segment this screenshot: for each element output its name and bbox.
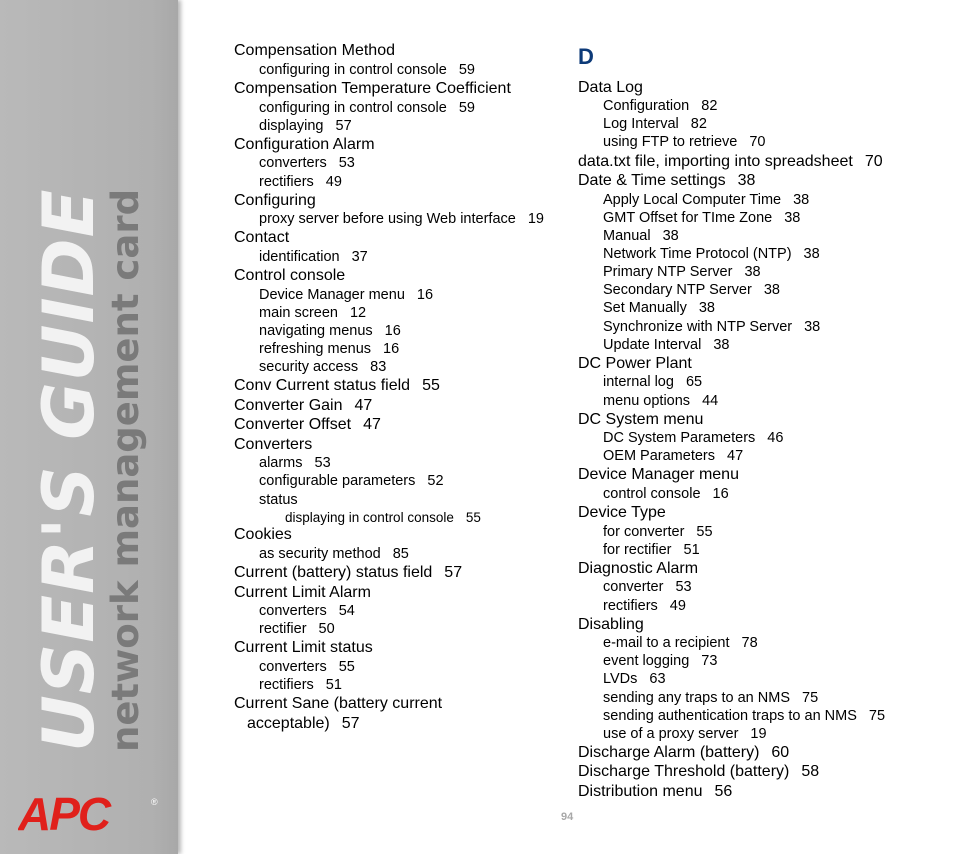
index-entry-text: proxy server before using Web interface	[259, 211, 516, 227]
index-entry-page: 75	[868, 708, 886, 724]
index-entry	[603, 654, 717, 669]
guide-title: USER'S GUIDE	[28, 188, 110, 752]
index-entry	[259, 156, 355, 171]
index-entry	[259, 212, 544, 227]
index-entry	[578, 467, 739, 483]
apc-logo-text: APC	[18, 792, 110, 836]
index-entry	[259, 678, 342, 693]
index-entry-text: as security method	[259, 546, 381, 562]
index-entry-text: Configuration Alarm	[234, 136, 375, 153]
index-entry-page: 52	[427, 473, 444, 489]
index-entry	[578, 764, 819, 780]
index-entry	[259, 324, 401, 339]
index-entry	[603, 543, 700, 558]
index-entry	[603, 636, 758, 651]
index-entry-page: 73	[701, 653, 718, 669]
index-entry-text: Discharge Threshold (battery)	[578, 763, 790, 780]
index-entry-page: 56	[714, 783, 733, 800]
index-entry-page: 16	[383, 341, 400, 357]
index-entry	[259, 306, 366, 321]
index-entry-text: control console	[603, 486, 701, 502]
index-entry	[259, 456, 331, 471]
index-entry	[603, 283, 780, 298]
index-entry-text: Synchronize with NTP Server	[603, 319, 793, 335]
index-entry	[234, 268, 345, 284]
index-entry-text: rectifiers	[603, 598, 658, 614]
index-entry-text: configuring in control console	[259, 100, 447, 116]
index-entry	[234, 696, 442, 712]
index-entry-text: Compensation Temperature Coefficient	[234, 80, 511, 97]
index-entry	[603, 211, 800, 226]
index-entry-text: GMT Offset for TIme Zone	[603, 210, 773, 226]
index-entry-page: 38	[737, 172, 756, 189]
index-entry-text: Apply Local Computer Time	[603, 192, 782, 208]
index-entry	[578, 154, 883, 170]
index-entry	[603, 229, 679, 244]
index-entry-text: use of a proxy server	[603, 726, 739, 742]
index-entry-page: 46	[767, 430, 784, 446]
index-entry-text: configurable parameters	[259, 473, 416, 489]
index-entry	[285, 511, 481, 525]
index-entry-text: Current Limit status	[234, 639, 373, 656]
index-entry-page: 38	[784, 210, 801, 226]
index-entry-text: rectifiers	[259, 174, 314, 190]
index-entry-text: for converter	[603, 524, 685, 540]
index-entry-page: 55	[422, 377, 440, 394]
index-entry	[234, 398, 372, 414]
index-entry	[603, 99, 717, 114]
index-entry	[234, 565, 462, 581]
index-entry	[603, 338, 729, 353]
apc-logo	[18, 792, 158, 836]
index-entry	[603, 394, 718, 409]
index-entry	[234, 43, 395, 59]
index-entry	[578, 745, 789, 761]
index-entry-text: converters	[259, 659, 327, 675]
index-entry	[259, 175, 342, 190]
index-entry-page: 59	[458, 100, 475, 116]
index-entry	[234, 585, 371, 601]
index-entry-text: for rectifier	[603, 542, 672, 558]
index-entry	[603, 265, 761, 280]
index-entry	[234, 378, 440, 394]
index-entry	[234, 437, 312, 453]
index-entry-text: identification	[259, 249, 340, 265]
index-entry-text: Converters	[234, 436, 313, 453]
index-entry	[259, 288, 433, 303]
index-entry-page: 58	[801, 763, 820, 780]
index-entry-text: Data Log	[578, 79, 643, 96]
index-entry-page: 57	[341, 715, 360, 732]
index-entry-page: 16	[384, 323, 401, 339]
index-entry-text: Secondary NTP Server	[603, 282, 752, 298]
index-entry-page: 55	[696, 524, 713, 540]
index-entry-page: 16	[416, 287, 434, 303]
index-entry-page: 38	[793, 192, 810, 208]
index-entry-page: 19	[750, 726, 767, 742]
index-entry-page: 37	[351, 249, 368, 265]
index-entry-page: 82	[690, 116, 707, 132]
index-entry-text: Configuration	[603, 98, 690, 114]
index-entry	[603, 599, 686, 614]
index-entry-page: 49	[325, 174, 342, 190]
index-entry-page: 38	[713, 337, 730, 353]
index-entry-text: Converter Offset	[234, 416, 352, 433]
index-entry-page: 55	[465, 510, 481, 525]
index-entry-text: LVDs	[603, 671, 638, 687]
sidebar	[0, 0, 178, 854]
index-entry-text: alarms	[259, 455, 303, 471]
index-entry-text: Current Sane (battery current	[234, 695, 443, 712]
index-entry	[234, 417, 381, 433]
index-entry	[259, 474, 444, 489]
index-entry-text: sending any traps to an NMS	[603, 690, 790, 706]
index-entry-text: Device Manager menu	[259, 287, 405, 303]
index-entry	[603, 727, 767, 742]
index-entry	[234, 137, 375, 153]
index-entry-text: DC Power Plant	[578, 355, 692, 372]
index-entry	[259, 660, 355, 675]
index-entry-page: 75	[802, 690, 819, 706]
index-entry-text: Update Interval	[603, 337, 702, 353]
index-entry	[234, 230, 289, 246]
index-entry-page: 63	[649, 671, 666, 687]
index-entry-page: 85	[392, 546, 409, 562]
index-entry-page: 44	[702, 393, 719, 409]
index-entry-text: Converter Gain	[234, 397, 343, 414]
index-entry	[578, 784, 732, 800]
index-entry-text: refreshing menus	[259, 341, 372, 357]
index-entry-text: Cookies	[234, 526, 292, 543]
section-letter: D	[578, 44, 594, 69]
index-entry-page: 12	[349, 305, 367, 321]
index-entry	[234, 193, 316, 209]
index-entry-page: 49	[669, 598, 686, 614]
index-entry-page: 54	[338, 603, 355, 619]
index-entry-page: 19	[527, 211, 544, 227]
index-entry-text: data.txt file, importing into spreadsheet	[578, 153, 853, 170]
index-entry-text: Date & Time settings	[578, 172, 726, 189]
index-entry-text: Device Type	[578, 504, 666, 521]
index-entry-page: 38	[698, 300, 715, 316]
index-entry-text: Current (battery) status field	[234, 564, 433, 581]
index-entry-page: 38	[803, 246, 820, 262]
index-entry-page: 82	[701, 98, 718, 114]
index-entry-page: 47	[354, 397, 373, 414]
index-entry	[259, 101, 475, 116]
index-entry	[603, 117, 707, 132]
index-entry-page: 57	[335, 118, 352, 134]
index-entry	[259, 360, 386, 375]
index-entry-text: Manual	[603, 228, 651, 244]
index-entry-text: Log Interval	[603, 116, 679, 132]
index-entry-text: Distribution menu	[578, 783, 703, 800]
index-entry-text: rectifier	[259, 621, 307, 637]
index-entry-page: 38	[744, 264, 761, 280]
index-entry-text: Contact	[234, 229, 290, 246]
index-entry	[259, 119, 352, 134]
index-entry-text: Network Time Protocol (NTP)	[603, 246, 792, 262]
index-entry-text: main screen	[259, 305, 338, 321]
index-entry-text: Set Manually	[603, 300, 687, 316]
index-entry	[603, 691, 818, 706]
index-entry-page: 38	[662, 228, 679, 244]
index-entry	[603, 431, 783, 446]
index-entry-page: 51	[683, 542, 700, 558]
index-entry-text: sending authentication traps to an NMS	[603, 708, 857, 724]
index-entry	[578, 80, 643, 96]
index-entry-page: 51	[325, 677, 342, 693]
index-entry-page: 53	[675, 579, 692, 595]
index-entry	[259, 622, 335, 637]
index-entry-page: 16	[712, 486, 729, 502]
index-entry-text: security access	[259, 359, 359, 375]
index-entry	[247, 716, 360, 732]
index-entry-page: 50	[318, 621, 335, 637]
index-entry	[603, 320, 820, 335]
index-entry	[578, 617, 644, 633]
index-entry-text: Control console	[234, 267, 346, 284]
index-entry-text: event logging	[603, 653, 690, 669]
index-entry	[603, 375, 702, 390]
index-entry-text: Current Limit Alarm	[234, 584, 371, 601]
index-entry-text: Compensation Method	[234, 42, 395, 59]
index-entry-text: Disabling	[578, 616, 644, 633]
index-entry-page: 38	[804, 319, 821, 335]
index-entry-page: 78	[741, 635, 758, 651]
index-entry-text: internal log	[603, 374, 674, 390]
index-entry	[603, 487, 729, 502]
index-entry-text: converter	[603, 579, 664, 595]
index-entry	[603, 135, 765, 150]
index-entry-text: configuring in control console	[259, 62, 447, 78]
index-entry-text: menu options	[603, 393, 691, 409]
index-entry	[603, 449, 743, 464]
index-entry-page: 47	[727, 448, 744, 464]
index-entry	[259, 250, 368, 265]
index-entry-text: Configuring	[234, 192, 316, 209]
page-number: 94	[561, 811, 574, 823]
index-entry	[259, 342, 399, 357]
index-entry-page: 65	[685, 374, 703, 390]
index-entry-text: DC System Parameters	[603, 430, 756, 446]
index-entry-text: acceptable)	[247, 715, 330, 732]
index-entry-text: navigating menus	[259, 323, 373, 339]
index-entry-text: Primary NTP Server	[603, 264, 733, 280]
index-entry-text: displaying in control console	[285, 510, 454, 525]
index-entry	[603, 672, 666, 687]
index-entry-text: Diagnostic Alarm	[578, 560, 699, 577]
index-entry	[578, 173, 755, 189]
index-entry	[259, 493, 298, 508]
index-entry-text: Device Manager menu	[578, 466, 739, 483]
index-entry-page: 38	[763, 282, 780, 298]
index-entry-page: 70	[864, 153, 883, 170]
index-entry-text: e-mail to a recipient	[603, 635, 730, 651]
index-entry-text: using FTP to retrieve	[603, 134, 738, 150]
index-entry	[259, 63, 475, 78]
index-entry	[578, 505, 666, 521]
index-entry-page: 70	[749, 134, 766, 150]
index-entry-text: OEM Parameters	[603, 448, 715, 464]
index-entry-text: status	[259, 492, 298, 508]
index-entry	[259, 547, 409, 562]
index-entry-text: displaying	[259, 118, 324, 134]
index-entry-page: 57	[444, 564, 463, 581]
index-entry-text: DC System menu	[578, 411, 704, 428]
index-entry-text: rectifiers	[259, 677, 314, 693]
index-entry-text: Conv Current status field	[234, 377, 411, 394]
index-entry-page: 55	[338, 659, 355, 675]
index-entry	[234, 640, 373, 656]
index-entry-page: 47	[363, 416, 381, 433]
index-entry-page: 60	[771, 744, 790, 761]
index-entry	[259, 604, 355, 619]
index-entry	[603, 247, 820, 262]
index-entry-page: 59	[458, 62, 475, 78]
index-entry-page: 83	[370, 359, 387, 375]
index-entry	[603, 709, 885, 724]
index-entry	[603, 525, 713, 540]
index-entry	[603, 580, 692, 595]
index-entry-text: Discharge Alarm (battery)	[578, 744, 760, 761]
index-entry	[578, 561, 698, 577]
guide-subtitle: network management card	[104, 188, 147, 752]
index-entry-page: 53	[338, 155, 355, 171]
index-entry-page: 53	[314, 455, 331, 471]
index-entry	[578, 356, 692, 372]
index-entry	[234, 527, 292, 543]
index-entry-text: converters	[259, 603, 327, 619]
index-entry-text: converters	[259, 155, 327, 171]
apc-logo-mark: ®	[151, 797, 158, 807]
index-entry	[603, 193, 809, 208]
index-entry	[603, 301, 715, 316]
index-entry	[578, 412, 703, 428]
index-entry	[234, 81, 511, 97]
